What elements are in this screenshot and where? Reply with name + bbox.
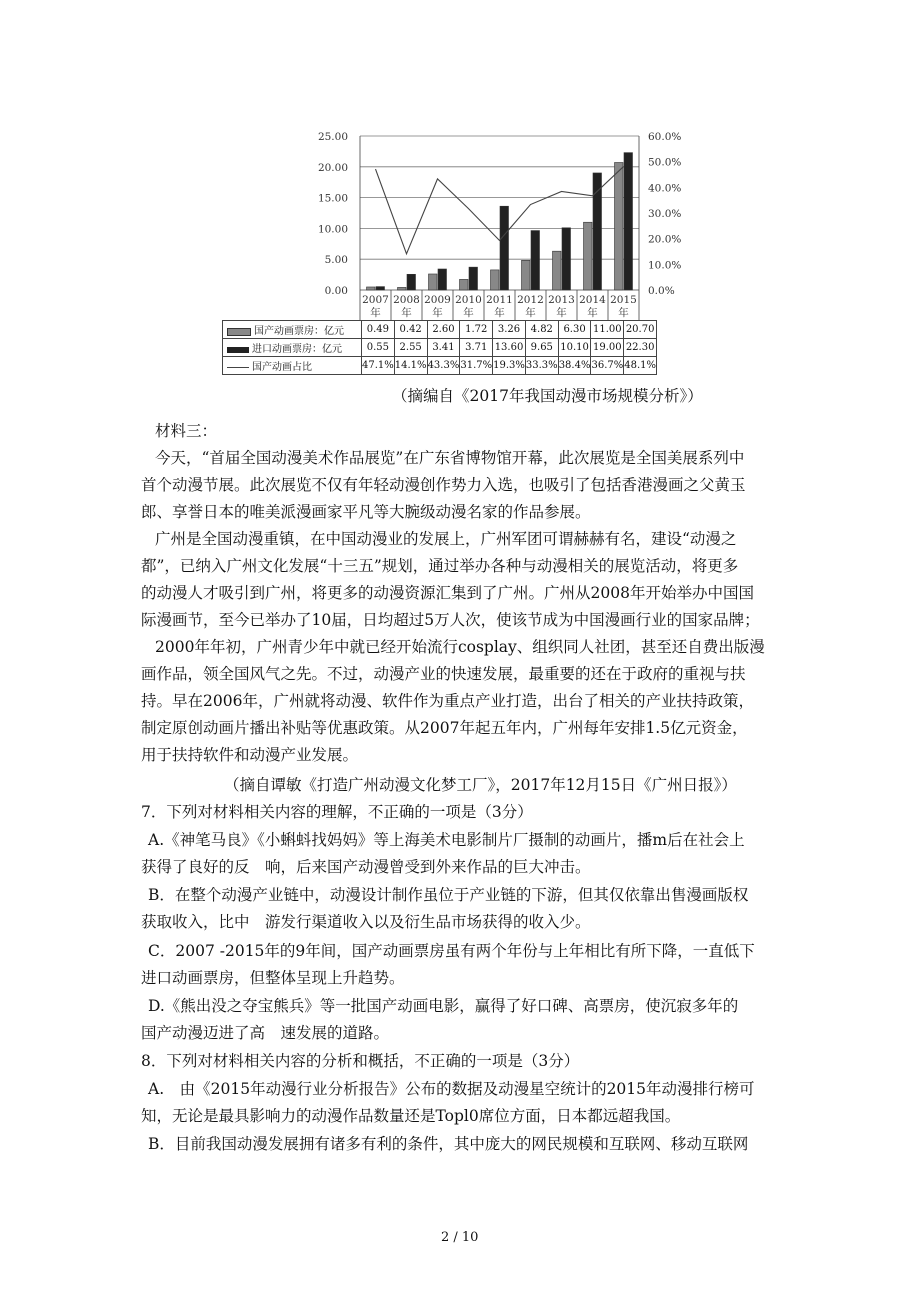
text-line: D.《熊出没之夺宝熊兵》等一批国产动画电影，赢得了好口碑、高票房，使沉寂多年的 bbox=[148, 997, 739, 1015]
table-cell: 22.30 bbox=[624, 339, 657, 357]
series-label-domestic: 国产动画票房：亿元 bbox=[254, 326, 344, 337]
table-cell: 14.1% bbox=[394, 357, 427, 375]
x-tick-label-unit: 年 bbox=[618, 307, 629, 319]
bar-imported bbox=[376, 287, 385, 290]
x-tick-label: 2013 bbox=[548, 294, 575, 306]
text-line: 都”，已纳入广州文化发展“十三五”规划，通过举办各种与动漫相关的展览活动，将更多 bbox=[141, 557, 739, 575]
table-cell: 1.72 bbox=[460, 321, 493, 339]
x-tick-label: 2011 bbox=[486, 294, 513, 306]
table-cell: 3.71 bbox=[460, 339, 493, 357]
x-tick-label-unit: 年 bbox=[494, 307, 505, 319]
table-cell: 19.3% bbox=[493, 357, 526, 375]
text-line: C．2007 -2015年的9年间，国产动画票房虽有两个年份与上年相比有所下降，一直低下 bbox=[148, 942, 755, 960]
text-line: 2000年年初，广州青少年中就已经开始流行cosplay、组织同人社团，甚至还自费出版漫 bbox=[155, 638, 765, 656]
bar-domestic bbox=[522, 260, 531, 290]
bar-imported bbox=[624, 153, 633, 290]
y-left-tick-label: 20.00 bbox=[317, 161, 348, 174]
table-cell: 6.30 bbox=[558, 321, 591, 339]
page-number: 2 / 10 bbox=[441, 1230, 479, 1245]
table-cell: 43.3% bbox=[427, 357, 460, 375]
text-line: 获取收入，比中 游发行渠道收入以及衍生品市场获得的收入少。 bbox=[141, 913, 591, 931]
table-cell: 19.00 bbox=[591, 339, 624, 357]
y-left-tick-label: 15.00 bbox=[317, 192, 348, 205]
table-cell: 13.60 bbox=[493, 339, 526, 357]
bar-imported bbox=[469, 267, 478, 290]
bar-domestic bbox=[460, 279, 469, 290]
text-line: 今天，“首届全国动漫美术作品展览”在广东省博物馆开幕，此次展览是全国美展系列中 bbox=[155, 449, 745, 467]
gray-bar-swatch-icon bbox=[227, 328, 251, 336]
text-line: 获得了良好的反 响，后来国产动漫曾受到外来作品的巨大冲击。 bbox=[141, 858, 591, 876]
text-line: 广州是全国动漫重镇，在中国动漫业的发展上，广州军团可谓赫赫有名，建设“动漫之 bbox=[155, 530, 737, 548]
y-right-tick-label: 40.0% bbox=[648, 182, 682, 195]
x-tick-label-unit: 年 bbox=[401, 307, 412, 319]
table-cell: 2.60 bbox=[427, 321, 460, 339]
table-cell: 36.7% bbox=[591, 357, 624, 375]
text-line: 际漫画节，至今已举办了10届，日均超过5万人次，使该节成为中国漫画行业的国家品牌； bbox=[141, 611, 760, 629]
x-tick-label: 2009 bbox=[424, 294, 451, 306]
table-cell: 11.00 bbox=[591, 321, 624, 339]
text-line: 材料三： bbox=[155, 422, 218, 440]
text-line: A.《神笔马良》《小蝌蚪找妈妈》等上海美术电影制片厂摄制的动画片，播m后在社会上 bbox=[148, 831, 745, 849]
text-line: 的动漫人才吸引到广州，将更多的动漫资源汇集到了广州。广州从2008年开始举办中国国 bbox=[141, 584, 754, 602]
table-cell: 4.82 bbox=[525, 321, 558, 339]
chart-data-table bbox=[222, 320, 657, 375]
table-cell: 3.41 bbox=[427, 339, 460, 357]
y-left-tick-label: 25.00 bbox=[317, 131, 348, 143]
table-cell: 31.7% bbox=[460, 357, 493, 375]
table-cell: 47.1% bbox=[362, 357, 395, 375]
text-line: A. 由《2015年动漫行业分析报告》公布的数据及动漫星空统计的2015年动漫排行榜可 bbox=[148, 1080, 755, 1098]
y-left-tick-label: 10.00 bbox=[317, 223, 348, 236]
x-tick-label-unit: 年 bbox=[587, 307, 598, 319]
x-tick-label-unit: 年 bbox=[370, 307, 381, 319]
line-swatch-icon bbox=[227, 367, 249, 368]
y-right-tick-label: 0.0% bbox=[648, 285, 675, 297]
dark-bar-swatch-icon bbox=[227, 347, 249, 353]
table-cell: 20.70 bbox=[624, 321, 657, 339]
x-tick-label-unit: 年 bbox=[432, 307, 443, 319]
table-row-domestic bbox=[223, 321, 657, 339]
bar-imported bbox=[500, 206, 509, 290]
table-cell: 10.10 bbox=[558, 339, 591, 357]
x-tick-label-unit: 年 bbox=[525, 307, 536, 319]
bar-domestic bbox=[367, 287, 376, 290]
bar-imported bbox=[438, 269, 447, 290]
series-label-imported: 进口动画票房：亿元 bbox=[252, 344, 342, 355]
text-line: B．目前我国动漫发展拥有诸多有利的条件，其中庞大的网民规模和互联网、移动互联网 bbox=[148, 1135, 749, 1153]
text-line: 进口动画票房，但整体呈现上升趋势。 bbox=[141, 969, 405, 987]
bar-imported bbox=[593, 173, 602, 290]
table-cell: 0.42 bbox=[394, 321, 427, 339]
text-line: 首个动漫节展。此次展览不仅有年轻动漫创作势力入选，也吸引了包括香港漫画之父黄玉 bbox=[141, 476, 746, 494]
bar-imported bbox=[407, 274, 416, 290]
y-left-tick-label: 0.00 bbox=[324, 285, 348, 297]
table-cell: 3.26 bbox=[493, 321, 526, 339]
text-line: 用于扶持软件和动漫产业发展。 bbox=[141, 746, 359, 764]
table-row-share bbox=[223, 357, 657, 375]
y-right-tick-label: 50.0% bbox=[648, 156, 682, 169]
text-line: 8．下列对材料相关内容的分析和概括，不正确的一项是（3分） bbox=[141, 1052, 580, 1070]
x-tick-label: 2007 bbox=[362, 294, 389, 306]
table-cell: 9.65 bbox=[525, 339, 558, 357]
text-line: 7．下列对材料相关内容的理解，不正确的一项是（3分） bbox=[141, 803, 533, 821]
text-line: 知，无论是最具影响力的动漫作品数量还是Topl0席位方面，日本都远超我国。 bbox=[141, 1107, 681, 1125]
x-tick-label: 2008 bbox=[393, 294, 420, 306]
x-tick-label-unit: 年 bbox=[463, 307, 474, 319]
text-line: 国产动漫迈进了高 速发展的道路。 bbox=[141, 1024, 390, 1042]
text-line: 制定原创动画片播出补贴等优惠政策。从2007年起五年内，广州每年安排1.5亿元资金， bbox=[141, 719, 748, 737]
table-cell: 48.1% bbox=[624, 357, 657, 375]
bar-domestic bbox=[553, 251, 562, 290]
x-tick-label: 2014 bbox=[579, 294, 606, 306]
text-line: （摘编自《2017年我国动漫市场规模分析》） bbox=[392, 387, 703, 405]
text-line: 持。早在2006年，广州就将动漫、软件作为重点产业打造，出台了相关的产业扶持政策， bbox=[141, 692, 754, 710]
y-left-tick-label: 5.00 bbox=[324, 254, 348, 267]
text-line: B．在整个动漫产业链中，动漫设计制作虽位于产业链的下游，但其仅依靠出售漫画版权 bbox=[148, 886, 749, 904]
text-line: （摘自谭敏《打造广州动漫文化梦工厂》，2017年12月15日《广州日报》） bbox=[224, 776, 737, 794]
table-cell: 33.3% bbox=[525, 357, 558, 375]
bar-imported bbox=[562, 228, 571, 290]
table-cell: 38.4% bbox=[558, 357, 591, 375]
text-line: 画作品，领全国风气之先。不过，动漫产业的快速发展，最重要的还在于政府的重视与扶 bbox=[141, 665, 746, 683]
y-right-tick-label: 30.0% bbox=[648, 208, 682, 220]
series-label-share: 国产动画占比 bbox=[252, 362, 312, 373]
table-cell: 0.49 bbox=[362, 321, 395, 339]
bar-domestic bbox=[491, 270, 500, 290]
box-office-chart bbox=[0, 0, 920, 320]
bar-domestic bbox=[584, 222, 593, 290]
bar-domestic bbox=[429, 274, 438, 290]
bar-imported bbox=[531, 231, 540, 290]
y-right-tick-label: 20.0% bbox=[648, 233, 682, 246]
bar-domestic bbox=[398, 287, 407, 290]
x-tick-label-unit: 年 bbox=[556, 307, 567, 319]
bar-domestic bbox=[615, 162, 624, 290]
x-tick-label: 2010 bbox=[455, 294, 482, 306]
table-cell: 2.55 bbox=[394, 339, 427, 357]
table-row-imported bbox=[223, 339, 657, 357]
y-right-tick-label: 60.0% bbox=[648, 131, 682, 143]
table-cell: 0.55 bbox=[362, 339, 395, 357]
x-tick-label: 2012 bbox=[517, 294, 544, 306]
x-tick-label: 2015 bbox=[610, 294, 637, 306]
y-right-tick-label: 10.0% bbox=[648, 259, 682, 272]
text-line: 郎、享誉日本的唯美派漫画家平凡等大腕级动漫名家的作品参展。 bbox=[141, 503, 591, 521]
